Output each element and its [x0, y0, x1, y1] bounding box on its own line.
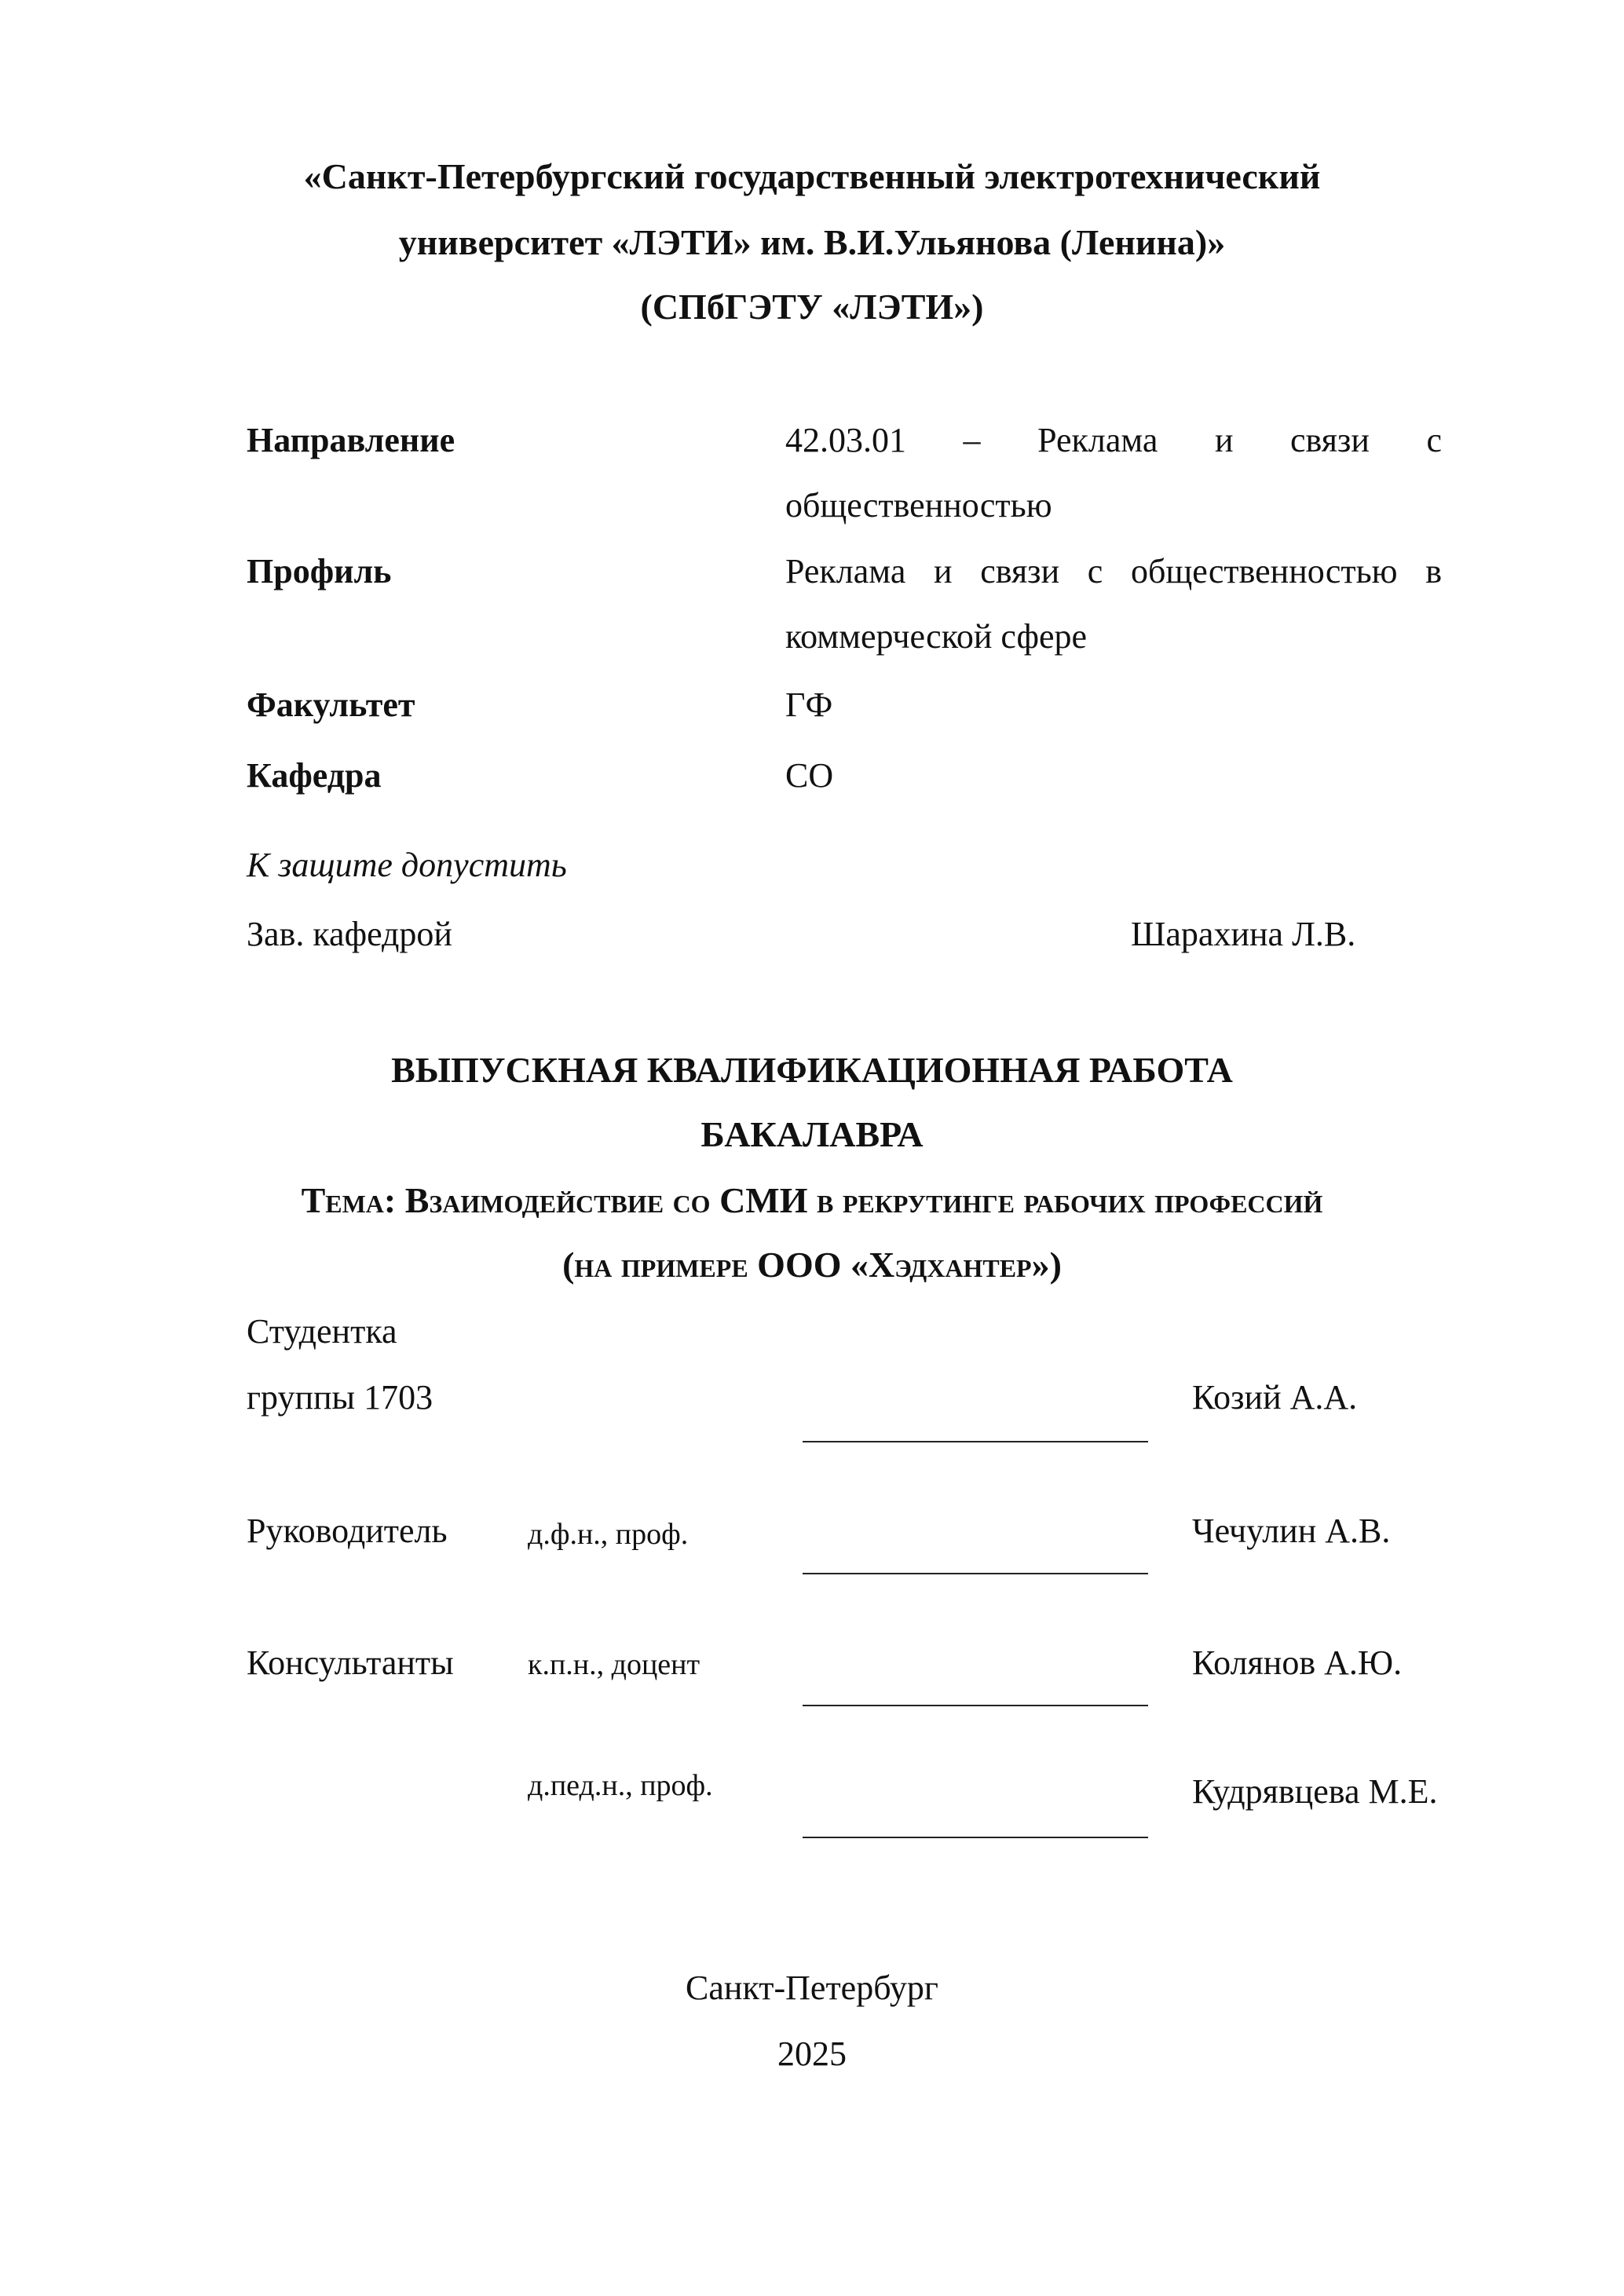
department-label: Кафедра: [247, 756, 382, 795]
supervisor-name: Чечулин А.В.: [1192, 1512, 1391, 1550]
direction-word: связи: [1290, 421, 1370, 459]
thesis-topic-line-2: (на примере ООО «Хэдхантер»): [562, 1245, 1062, 1285]
supervisor-label: Руководитель: [247, 1512, 448, 1550]
consultants-label: Консультанты: [247, 1643, 454, 1682]
profile-word: Реклама: [785, 552, 906, 590]
profile-word: общественностью: [1130, 552, 1398, 590]
university-name-line-1: «Санкт-Петербургский государственный электротехнический: [303, 156, 1321, 196]
head-of-department-label: Зав. кафедрой: [247, 915, 452, 953]
profile-value-line-2: коммерческой сфере: [785, 617, 1088, 656]
direction-label: Направление: [247, 421, 455, 459]
thesis-topic-line-1: Тема: Взаимодействие со СМИ в рекрутинге рабочих профессий: [301, 1180, 1323, 1220]
year: 2025: [777, 2035, 847, 2073]
consultant-2-signature-line: [803, 1837, 1148, 1838]
profile-word: связи: [980, 552, 1060, 590]
faculty-value: ГФ: [785, 686, 833, 724]
work-type-line-1: ВЫПУСКНАЯ КВАЛИФИКАЦИОННАЯ РАБОТА: [391, 1050, 1233, 1090]
supervisor-degree: д.ф.н., проф.: [528, 1518, 689, 1551]
consultant-2-degree: д.пед.н., проф.: [528, 1769, 713, 1802]
direction-word: и: [1214, 421, 1234, 459]
faculty-label: Факультет: [247, 686, 415, 724]
profile-word: с: [1087, 552, 1103, 590]
student-label-line-1: Студентка: [247, 1312, 397, 1351]
head-of-department-name: Шарахина Л.В.: [1131, 915, 1356, 953]
university-name-line-2: университет «ЛЭТИ» им. В.И.Ульянова (Ленина)»: [398, 222, 1226, 262]
direction-word: –: [963, 421, 981, 459]
consultant-1-degree: к.п.н., доцент: [528, 1648, 700, 1681]
student-label-line-2: группы 1703: [247, 1378, 433, 1417]
consultant-1-signature-line: [803, 1705, 1148, 1706]
city: Санкт-Петербург: [686, 1969, 938, 2007]
direction-value-line-1: [785, 420, 1442, 460]
profile-value-line-1: [785, 551, 1442, 591]
consultant-2-name: Кудрявцева М.Е.: [1192, 1772, 1438, 1811]
student-name: Козий А.А.: [1192, 1378, 1358, 1417]
profile-word: в: [1425, 552, 1442, 590]
university-abbreviation: (СПбГЭТУ «ЛЭТИ»): [640, 287, 984, 327]
profile-label: Профиль: [247, 552, 392, 590]
approval-text: К защите допустить: [247, 846, 567, 884]
direction-word: 42.03.01: [785, 421, 906, 459]
supervisor-signature-line: [803, 1573, 1148, 1574]
work-type-line-2: БАКАЛАВРА: [700, 1114, 924, 1154]
direction-word: Реклама: [1037, 421, 1158, 459]
student-signature-line: [803, 1441, 1148, 1442]
consultant-1-name: Колянов А.Ю.: [1192, 1643, 1403, 1682]
direction-value-line-2: общественностью: [785, 486, 1052, 525]
direction-word: с: [1426, 421, 1442, 459]
profile-word: и: [934, 552, 953, 590]
department-value: СО: [785, 756, 834, 795]
